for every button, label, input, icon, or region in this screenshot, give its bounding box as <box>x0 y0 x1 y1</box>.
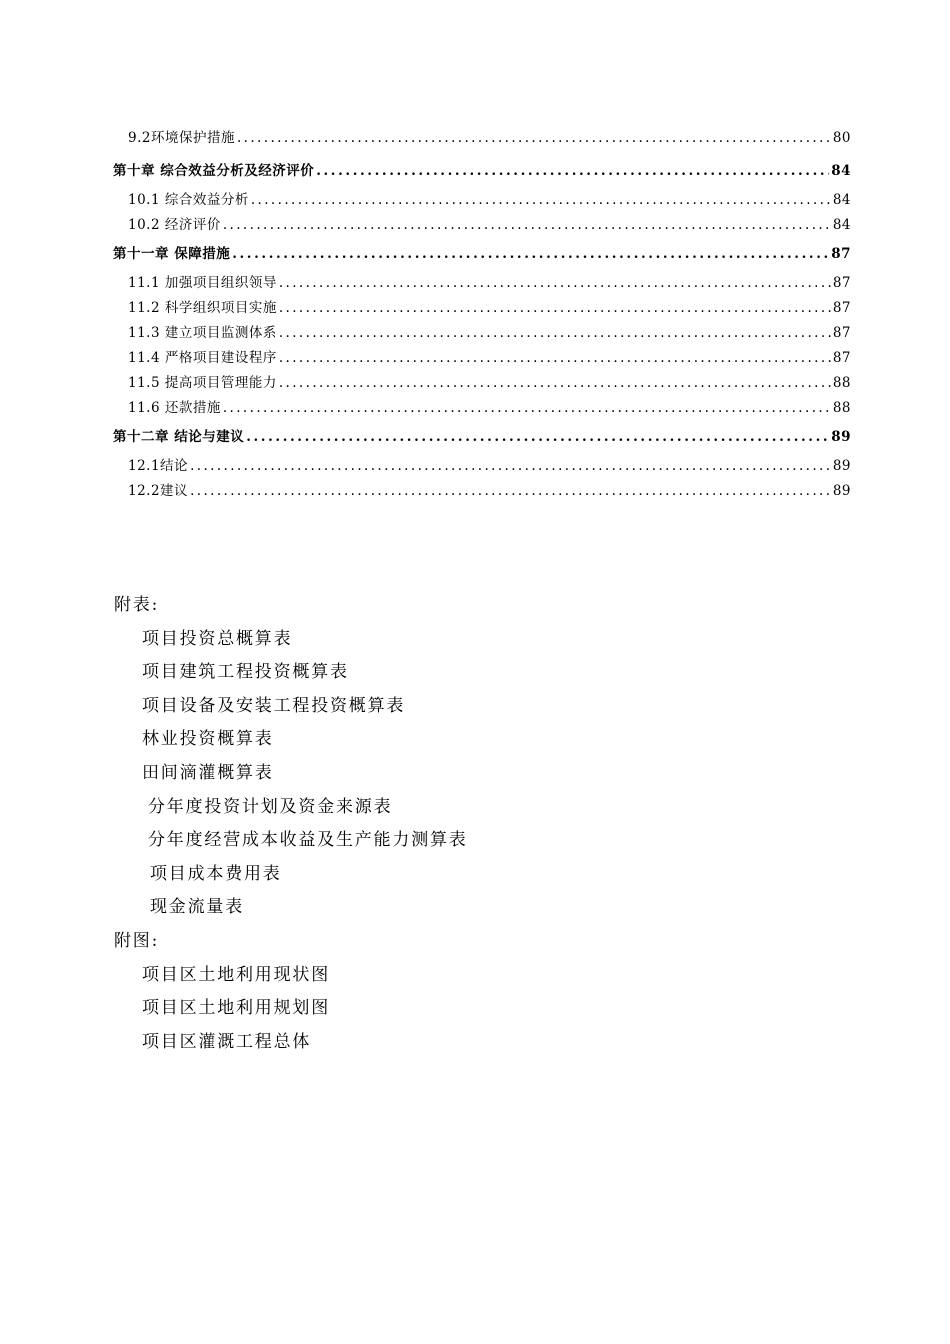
toc-chapter-title: 第十章 综合效益分析及经济评价 <box>113 163 315 179</box>
toc-entry-11-4[interactable] <box>113 346 851 371</box>
dot-leader <box>223 396 831 421</box>
dot-leader <box>279 271 831 296</box>
table-of-contents <box>113 126 851 504</box>
toc-entry-10-1[interactable] <box>113 188 851 213</box>
dot-leader <box>279 371 831 396</box>
appendix-tables-heading: 附表: <box>114 595 160 615</box>
toc-entry-title: 11.5 提高项目管理能力 <box>128 375 277 391</box>
toc-entry-title: 11.3 建立项目监测体系 <box>128 325 277 341</box>
appendix-table-item: 分年度投资计划及资金来源表 <box>148 796 393 817</box>
toc-entry-title: 10.1 综合效益分析 <box>128 192 249 208</box>
toc-page-number: 87 <box>832 300 851 316</box>
toc-entry-title: 12.1结论 <box>128 458 189 474</box>
toc-page-number: 84 <box>832 192 851 208</box>
appendix-figures-heading: 附图: <box>114 930 160 951</box>
toc-page-number: 87 <box>832 275 851 291</box>
dot-leader <box>251 188 831 213</box>
appendix-table-item: 项目建筑工程投资概算表 <box>142 662 349 683</box>
toc-page-number: 87 <box>831 246 851 262</box>
appendix-figure-item: 项目区土地利用现状图 <box>142 964 330 985</box>
toc-entry-11-2[interactable] <box>113 296 851 321</box>
toc-page-number: 87 <box>832 350 851 366</box>
toc-entry-title: 9.2环境保护措施 <box>128 130 235 146</box>
appendix-figure-item: 项目区土地利用规划图 <box>142 998 330 1019</box>
toc-entry-11-5[interactable] <box>113 371 851 396</box>
toc-page-number: 84 <box>831 163 851 179</box>
appendix-table-item: 田间滴灌概算表 <box>142 762 274 783</box>
toc-entry-title: 12.2建议 <box>128 483 189 499</box>
toc-entry-title: 10.2 经济评价 <box>128 217 221 233</box>
toc-page-number: 87 <box>832 325 851 341</box>
appendix-table-item: 现金流量表 <box>150 897 244 918</box>
appendix-table-item: 林业投资概算表 <box>142 729 274 750</box>
toc-entry-title: 11.2 科学组织项目实施 <box>128 300 277 316</box>
toc-page-number: 88 <box>832 400 851 416</box>
toc-entry-12-2[interactable] <box>113 479 851 504</box>
toc-entry-title: 11.1 加强项目组织领导 <box>128 275 277 291</box>
toc-page-number: 89 <box>832 458 851 474</box>
dot-leader <box>279 296 831 321</box>
toc-page-number: 89 <box>832 483 851 499</box>
appendix-table-item: 项目成本费用表 <box>150 863 282 884</box>
dot-leader <box>223 213 831 238</box>
dot-leader <box>190 479 831 504</box>
toc-entry-12-1[interactable] <box>113 454 851 479</box>
toc-page-number: 80 <box>832 130 851 146</box>
appendix-table-item: 项目设备及安装工程投资概算表 <box>142 695 406 716</box>
toc-chapter-title: 第十二章 结论与建议 <box>113 429 245 445</box>
toc-chapter-12[interactable] <box>113 425 851 449</box>
toc-entry-11-3[interactable] <box>113 321 851 346</box>
toc-page-number: 89 <box>831 429 851 445</box>
toc-entry-9-2[interactable] <box>113 126 851 151</box>
appendix-table-item: 项目投资总概算表 <box>142 628 293 649</box>
toc-entry-11-6[interactable] <box>113 396 851 421</box>
toc-page-number: 84 <box>832 217 851 233</box>
dot-leader <box>316 159 829 183</box>
toc-entry-10-2[interactable] <box>113 213 851 238</box>
toc-chapter-title: 第十一章 保障措施 <box>113 246 231 262</box>
dot-leader <box>279 321 831 346</box>
toc-entry-11-1[interactable] <box>113 271 851 296</box>
appendix-figure-item: 项目区灌溉工程总体 <box>142 1031 312 1052</box>
toc-page-number: 88 <box>832 375 851 391</box>
appendix-section <box>114 589 814 1059</box>
dot-leader <box>246 425 829 449</box>
appendix-table-item: 分年度经营成本收益及生产能力测算表 <box>148 830 468 851</box>
dot-leader <box>279 346 831 371</box>
toc-chapter-11[interactable] <box>113 242 851 266</box>
dot-leader <box>237 126 831 151</box>
toc-entry-title: 11.4 严格项目建设程序 <box>128 350 277 366</box>
toc-entry-title: 11.6 还款措施 <box>128 400 221 416</box>
dot-leader <box>190 454 831 479</box>
dot-leader <box>232 242 829 266</box>
toc-chapter-10[interactable] <box>113 159 851 183</box>
